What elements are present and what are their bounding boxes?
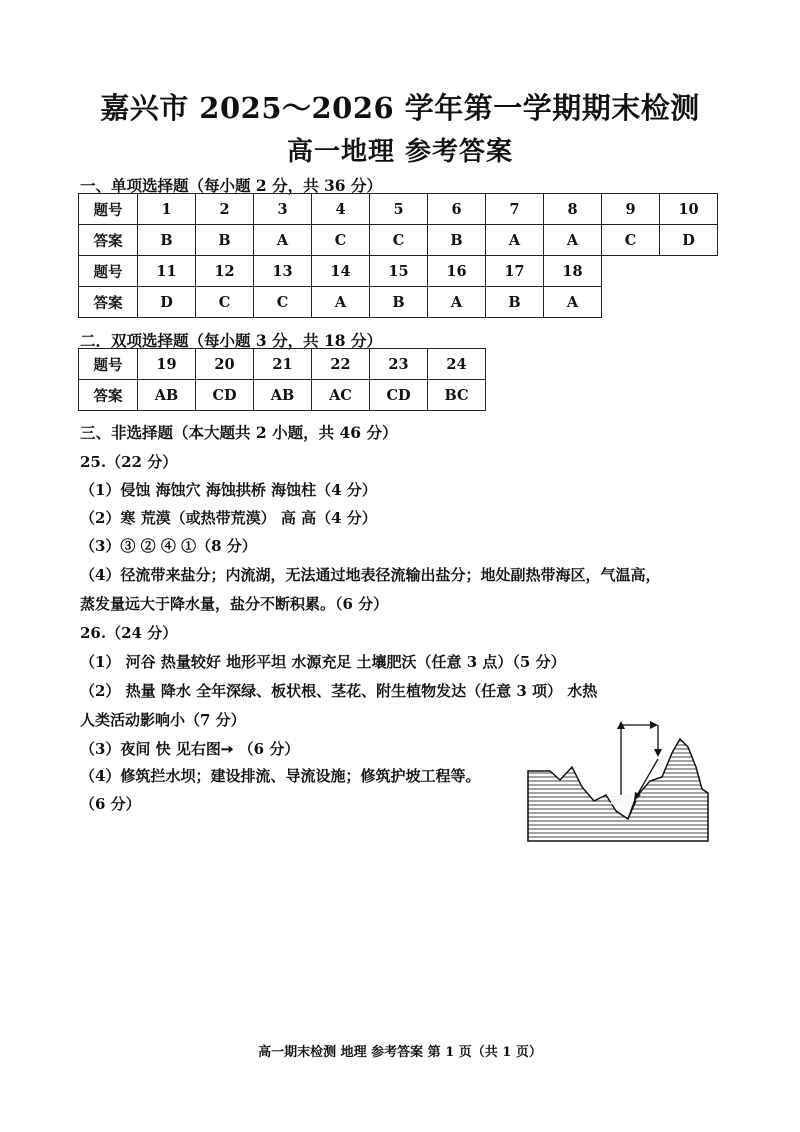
table-cell: 8	[544, 194, 602, 225]
page-title: 嘉兴市 2025～2026 学年第一学期期末检测	[100, 91, 700, 125]
table-cell: 14	[312, 256, 370, 287]
answer-table-2	[78, 348, 486, 411]
page-subtitle: 高一地理 参考答案	[286, 137, 514, 167]
table-cell: 1	[138, 194, 196, 225]
section2-heading: 二．双项选择题（每小题 3 分，共 18 分）	[80, 331, 382, 350]
answer-line: （1） 河谷 热量较好 地形平坦 水源充足 土壤肥沃（任意 3 点）（5 分）	[80, 653, 566, 671]
diagram-label: 崖脱	[610, 793, 632, 806]
table-cell: 2	[196, 194, 254, 225]
row-label: 题号	[79, 349, 138, 380]
table-cell: C	[254, 287, 312, 318]
table-cell: B	[196, 225, 254, 256]
table-cell: A	[544, 287, 602, 318]
answer-line: （4）径流带来盐分；内流湖，无法通过地表径流输出盐分；地处副热带海区，气温高，	[80, 566, 661, 584]
table-cell: AC	[312, 380, 370, 411]
answer-line: （3）③ ② ④ ①（8 分）	[80, 537, 257, 555]
table-cell: 12	[196, 256, 254, 287]
table-row	[79, 194, 718, 225]
table-cell: 11	[138, 256, 196, 287]
table-cell: 24	[428, 349, 486, 380]
answer-line: 26.（24 分）	[80, 624, 178, 642]
table-cell: 9	[602, 194, 660, 225]
table-cell: 17	[486, 256, 544, 287]
table-row	[79, 349, 486, 380]
table-cell: D	[138, 287, 196, 318]
answer-line: （2） 热量 降水 全年深绿、板状根、茎花、附生植物发达（任意 3 项） 水热	[80, 682, 598, 700]
table-cell: A	[486, 225, 544, 256]
table-cell: C	[312, 225, 370, 256]
table-cell: 13	[254, 256, 312, 287]
answer-line: （4）修筑拦水坝；建设排流、导流设施；修筑护坡工程等。	[80, 767, 481, 785]
table-cell: CD	[370, 380, 428, 411]
table-cell: 19	[138, 349, 196, 380]
down-arrow-head	[654, 749, 662, 757]
table-cell: AB	[254, 380, 312, 411]
table-cell: AB	[138, 380, 196, 411]
answer-line: （6 分）	[80, 795, 141, 813]
table-cell: 16	[428, 256, 486, 287]
table-cell: 22	[312, 349, 370, 380]
terrain-hatched-area	[528, 739, 708, 841]
table-cell: 5	[370, 194, 428, 225]
table-row	[79, 380, 486, 411]
answer-line: 蒸发量远大于降水量，盐分不断积累。（6 分）	[80, 595, 389, 613]
page-footer: 高一期末检测 地理 参考答案 第 1 页（共 1 页）	[258, 1045, 542, 1060]
answer-line: 25.（22 分）	[80, 453, 178, 471]
table-cell: C	[196, 287, 254, 318]
answer-line: （1）侵蚀 海蚀穴 海蚀拱桥 海蚀柱（4 分）	[80, 481, 377, 499]
table-cell: 10	[660, 194, 718, 225]
table-cell: B	[370, 287, 428, 318]
table-cell: A	[254, 225, 312, 256]
answer-line: （2）寒 荒漠（或热带荒漠） 高 高（4 分）	[80, 509, 377, 527]
section3-heading: 三、非选择题（本大题共 2 小题，共 46 分）	[80, 423, 398, 442]
table-cell: D	[660, 225, 718, 256]
answer-line: （3）夜间 快 见右图➙ （6 分）	[80, 740, 300, 758]
row-label: 答案	[79, 380, 138, 411]
table-cell: 21	[254, 349, 312, 380]
table-cell: BC	[428, 380, 486, 411]
table-row	[79, 287, 718, 318]
table-cell: 18	[544, 256, 602, 287]
table-cell: C	[602, 225, 660, 256]
row-label: 答案	[79, 225, 138, 256]
table-cell: 20	[196, 349, 254, 380]
table-cell: 23	[370, 349, 428, 380]
table-cell: B	[138, 225, 196, 256]
table-cell: CD	[196, 380, 254, 411]
table-cell: C	[370, 225, 428, 256]
table-cell: 6	[428, 194, 486, 225]
row-label: 题号	[79, 194, 138, 225]
table-cell: 3	[254, 194, 312, 225]
table-row	[79, 256, 718, 287]
row-label: 题号	[79, 256, 138, 287]
answer-table-1	[78, 193, 718, 318]
table-cell: A	[312, 287, 370, 318]
row-label: 答案	[79, 287, 138, 318]
section1-heading: 一、单项选择题（每小题 2 分，共 36 分）	[80, 176, 382, 195]
right-arrow-head	[650, 721, 658, 729]
table-cell: B	[486, 287, 544, 318]
answer-line: 人类活动影响小（7 分）	[80, 711, 246, 729]
landslide-diagram	[520, 715, 720, 845]
table-cell: A	[544, 225, 602, 256]
table-cell: A	[428, 287, 486, 318]
table-cell: 4	[312, 194, 370, 225]
table-row	[79, 225, 718, 256]
table-cell: 7	[486, 194, 544, 225]
table-cell: B	[428, 225, 486, 256]
table-cell: 15	[370, 256, 428, 287]
